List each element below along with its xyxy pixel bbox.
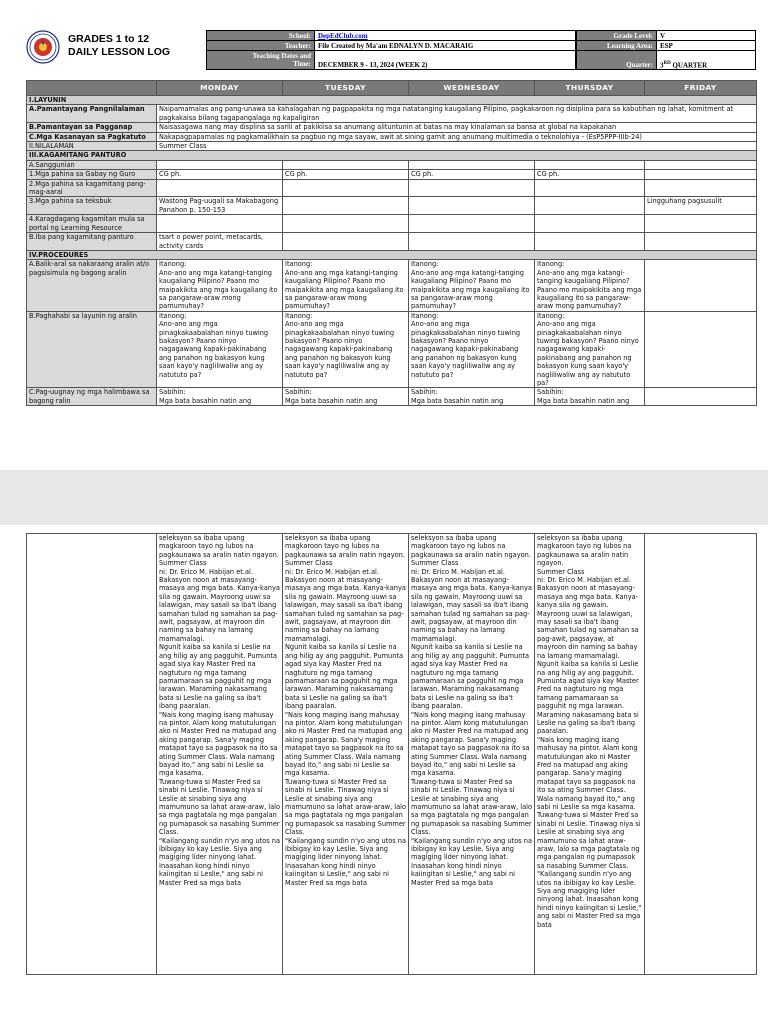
day-header-wednesday: WEDNESDAY: [409, 81, 535, 96]
row-balik-aral: [27, 260, 757, 311]
quarter-value: [657, 51, 756, 70]
cell-wednesday: Sabihin: Mga bata basahin natin ang: [409, 388, 535, 406]
day-header-row: [27, 81, 757, 96]
area-value: ESP: [657, 41, 756, 51]
row-label: C.Mga Kasanayan sa Pagkatuto: [27, 132, 157, 141]
dates-label: [207, 51, 315, 70]
cell-monday: Itanong: Ano-ano ang mga katangi-tanging kaugaliang Pilipino? Paano mo maipakikita ang mga kaugaliang ito sa pangaraw-araw mong pamumuhay?: [157, 260, 283, 311]
area-label: Learning Area:: [577, 41, 657, 51]
row-label: 4.Karagdagang kagamitan mula sa portal ng Learning Resource: [27, 215, 157, 233]
cell-monday: CG ph.: [157, 170, 283, 179]
document-title: [68, 33, 170, 59]
row-label: II.NILALAMAN: [27, 142, 157, 151]
row-pag-uugnay-continued: [27, 534, 757, 975]
row-kagamitang-pang: [27, 179, 757, 197]
document-page-1: [0, 0, 768, 470]
teacher-value: File Created by Ma'am EDNALYN D. MACARAIG: [315, 41, 576, 51]
cell-monday: Wastong Pag-uugali sa Makabagong Panahon p. 150-153: [157, 197, 283, 215]
cell-tuesday: Itanong: Ano-ano ang mga katangi-tanging kaugaliang Pilipino? Paano mo maipakikita ang mga kaugaliang ito sa pangaraw-araw mong pamumuhay?: [283, 260, 409, 311]
cell-wednesday: Itanong: Ano-ano ang mga katangi-tanging kaugaliang Pilipino? Paano mo maipakikita ang mga kaugaliang ito sa pangaraw-araw mong pamumuhay?: [409, 260, 535, 311]
row-label: C.Pag-uugnay ng mga halimbawa sa bagong ralin: [27, 388, 157, 406]
cell-wednesday: Itanong: Ano-ano ang mga pinagkakaabalahan ninyo tuwing bakasyon? Paano ninyo nagagawang kapaki-pakinabang ang panahon ng bakasyon kung saan kayo'y nagliliwaliw ang ay natututo pa?: [409, 311, 535, 388]
cell-monday: tsart o power point, metacards, activity cards: [157, 233, 283, 251]
row-label: B.Paghahabi sa layunin ng aralin: [27, 311, 157, 388]
document-page-2: [0, 525, 768, 1024]
row-label: [27, 534, 157, 975]
dates-label-line1: Teaching Dates and: [252, 52, 311, 60]
cell-thursday: Itanong: Ano-ano ang mga katangi-tanging kaugaliang Pilipino? Paano mo maipakikita ang mga kaugaliang ito sa pangaraw-araw mong pamumuhay?: [535, 260, 645, 311]
cell-tuesday: seleksyon sa ibaba upang magkaroon tayo ng lubos na pagkaunawa sa aralin natin ngayon. Summer Class ni: Dr. Erico M. Habijan et.al. Bakasyon noon at masayang-masaya ang mga bata. Kanya-kanya sila ng gawain. Mayroong uuwi sa lalawigan, may sasali sa iba't ibang samahan tulad ng samahan sa pag-awit, pagsayaw, at mayroon din naming sa bahay na lamang mamamalagi. Ngunit kaiba sa kanila si Leslie na ang hilig ay ang pagguhit. Pumunta agad siya kay Master Fred na nagtuturo ng mga tamang pamamaraan sa pagguhit ng mga larawan. Maraming nakasamang bata si Leslie na galing sa iba't ibang paaralan. "Nais kong maging isang mahusay na pintor. Alam kong matutulungan ako ni Master Fred na matupad ang aking pangarap. Sana'y maging matapat tayo sa pagpasok na ito sa ating Summer Class. Wala namang bayad ito," ang sabi ni Leslie sa mga kasama. Tuwang-tuwa si Master Fred sa sinabi ni Leslie. Tinawag niya si Leslie at sinabing siya ang mamumuno sa lahat araw-araw, lalo sa mga pagtatala ng mga pangalan ng pumapasok sa nasabing Summer Class. "Kailangang sundin n'yo ang utos na ibibigay ko kay Leslie. Siya ang magiging lider ninyong lahat. Inaasahan kong hindi ninyo kaiingitan si Leslie," ang sabi ni Master Fred sa mga bata: [283, 534, 409, 975]
row-label: B.Pamantayan sa Pagganap: [27, 123, 157, 132]
dates-label-line2: Time:: [293, 60, 311, 68]
day-header-thursday: THURSDAY: [535, 81, 645, 96]
row-label: A.Pamantayang Pangnilalaman: [27, 105, 157, 123]
row-iba-pang: [27, 233, 757, 251]
cell-thursday: seleksyon sa ibaba upang magkaroon tayo ng lubos na pagkaunawa sa aralin natin ngayon. Summer Class ni: Dr. Erico M. Habijan et.al. Bakasyon noon at masayang-masaya ang mga bata. Kanya-kanya sila ng gawain. Mayroong uuwi sa lalawigan, may sasali sa iba't ibang samahan tulad ng samahan sa pag-awit, pagsayaw, at mayroon din naming sa bahay na lamang mamamalagi. Ngunit kaiba sa kanila si Leslie na ang hilig ay ang pagguhit. Pumunta agad siya kay Master Fred na nagtuturo ng mga tamang pamamaraan sa pagguhit ng mga larawan. Maraming nakasamang bata si Leslie na galing sa iba't ibang paaralan. "Nais kong maging isang mahusay na pintor. Alam kong matutulungan ako ni Master Fred na matupad ang aking pangarap. Sana'y maging matapat tayo sa pagpasok na ito sa ating Summer Class. Wala namang bayad ito," ang sabi ni Leslie sa mga kasama. Tuwang-tuwa si Master Fred sa sinabi ni Leslie. Tinawag niya si Leslie at sinabing siya ang mamumuno sa lahat araw-araw, lalo sa mga pagtatala ng mga pangalan ng pumapasok sa nasabing Summer Class. "Kailangang sundin n'yo ang utos na ibibigay ko kay Leslie. Siya ang magiging lider ninyong lahat. Inaasahan kong hindi ninyo kaiingitan si Leslie," ang sabi ni Master Fred sa mga bata: [535, 534, 645, 975]
cell-tuesday: Itanong: Ano-ano ang mga pinagkakaabalahan ninyo tuwing bakasyon? Paano ninyo nagagawang kapaki-pakinabang ang panahon ng bakasyon kung saan kayo'y nagliliwaliw ang ay natututo pa?: [283, 311, 409, 388]
cell-monday: Sabihin: Mga bata basahin natin ang: [157, 388, 283, 406]
class-info-table: [576, 30, 756, 70]
grade-label: Grade Level:: [577, 31, 657, 41]
day-header-tuesday: TUESDAY: [283, 81, 409, 96]
row-label: 1.Mga pahina sa Gabay ng Guro: [27, 170, 157, 179]
row-gabay: [27, 170, 757, 179]
lesson-log-header: [26, 30, 756, 72]
row-content: Nakapagpapamalas ng pagkamalikhain sa pagbuo ng mga sayaw, awit at sining gamit ang anumang multimedia o teknolohiya - (EsP5PPP-IIIb-24): [157, 132, 757, 141]
cell-thursday: CG ph.: [535, 170, 645, 179]
cell-monday: seleksyon sa ibaba upang magkaroon tayo ng lubos na pagkaunawa sa aralin natin ngayon. Summer Class ni: Dr. Erico M. Habijan et.al. Bakasyon noon at masayang-masaya ang mga bata. Kanya-kanya sila ng gawain. Mayroong uuwi sa lalawigan, may sasali sa iba't ibang samahan tulad ng samahan sa pag-awit, pagsayaw, at mayroon din naming sa bahay na lamang mamamalagi. Ngunit kaiba sa kanila si Leslie na ang hilig ay ang pagguhit. Pumunta agad siya kay Master Fred na nagtuturo ng mga tamang pamamaraan sa pagguhit ng mga larawan. Maraming nakasamang bata si Leslie na galing sa iba't ibang paaralan. "Nais kong maging isang mahusay na pintor. Alam kong matutulungan ako ni Master Fred na matupad ang aking pangarap. Sana'y maging matapat tayo sa pagpasok na ito sa ating Summer Class. Wala namang bayad ito," ang sabi ni Leslie sa mga kasama. Tuwang-tuwa si Master Fred sa sinabi ni Leslie. Tinawag niya si Leslie at sinabing siya ang mamumuno sa lahat araw-araw, lalo sa mga pagtatala ng mga pangalan ng pumapasok sa nasabing Summer Class. "Kailangang sundin n'yo ang utos na ibibigay ko kay Leslie. Siya ang magiging lider ninyong lahat. Inaasahan kong hindi ninyo kaiingitan si Leslie," ang sabi ni Master Fred sa mga bata: [157, 534, 283, 975]
cell-friday: [645, 170, 757, 179]
section-heading: IV.PROCEDURES: [27, 250, 757, 259]
quarter-label: Quarter:: [577, 51, 657, 70]
row-content: Naisasagawa nang may displina sa sarili at pakikiisa sa anumang alituntunin at batas na may kinalaman sa bansa at global na kapakanan: [157, 123, 757, 132]
cell-thursday: Itanong: Ano-ano ang mga pinagkakaabalahan ninyo tuwing bakasyon? Paano ninyo nagagawang kapaki-pakinabang ang panahon ng bakasyon kung saan kayo'y nagliliwaliw ang ay natututo pa?: [535, 311, 645, 388]
cell-wednesday: CG ph.: [409, 170, 535, 179]
cell-friday: Lingguhang pagsusulit: [645, 197, 757, 215]
quarter-number: 3: [660, 61, 664, 69]
grade-value: V: [657, 31, 756, 41]
cell-wednesday: seleksyon sa ibaba upang magkaroon tayo ng lubos na pagkaunawa sa aralin natin ngayon. Summer Class ni: Dr. Erico M. Habijan et.al. Bakasyon noon at masayang-masaya ang mga bata. Kanya-kanya sila ng gawain. Mayroong uuwi sa lalawigan, may sasali sa iba't ibang samahan tulad ng samahan sa pag-awit, pagsayaw, at mayroon din naming sa bahay na lamang mamamalagi. Ngunit kaiba sa kanila si Leslie na ang hilig ay ang pagguhit. Pumunta agad siya kay Master Fred na nagtuturo ng mga tamang pamamaraan sa pagguhit ng mga larawan. Maraming nakasamang bata si Leslie na galing sa iba't ibang paaralan. "Nais kong maging isang mahusay na pintor. Alam kong matutulungan ako ni Master Fred na matupad ang aking pangarap. Sana'y maging matapat tayo sa pagpasok na ito sa ating Summer Class. Wala namang bayad ito," ang sabi ni Leslie sa mga kasama. Tuwang-tuwa si Master Fred sa sinabi ni Leslie. Tinawag niya si Leslie at sinabing siya ang mamumuno sa lahat araw-araw, lalo sa mga pagtatala ng mga pangalan ng pumapasok sa nasabing Summer Class. "Kailangang sundin n'yo ang utos na ibibigay ko kay Leslie. Siya ang magiging lider ninyong lahat. Inaasahan kong hindi ninyo kaiingitan si Leslie," ang sabi ni Master Fred sa mga bata: [409, 534, 535, 975]
teacher-label: Teacher:: [207, 41, 315, 51]
lesson-plan-table-continued: [26, 533, 757, 975]
row-nilalaman: [27, 142, 757, 151]
cell-tuesday: Sabihin: Mga bata basahin natin ang: [283, 388, 409, 406]
row-teksbuk: [27, 197, 757, 215]
quarter-suffix: RD: [663, 60, 671, 66]
section-procedures: [27, 250, 757, 259]
cell-thursday: Sabihin: Mga bata basahin natin ang: [535, 388, 645, 406]
row-pangnilalaman: [27, 105, 757, 123]
section-heading: III.KAGAMITANG PANTURO: [27, 151, 757, 160]
title-line-2: DAILY LESSON LOG: [68, 46, 171, 58]
row-paghahabi: [27, 311, 757, 388]
row-sanggunian: [27, 160, 757, 169]
deped-seal-icon: [26, 30, 60, 64]
row-content: Naipamamalas ang pang-unawa sa kahalagahan ng pagpapakita ng mga natatanging kaugaliang Pilipino, pagkakaroon ng disiplina para sa kabutihan ng lahat, komitment at pagkakaisa bilang tagapangalaga ng kapaligiran: [157, 105, 757, 123]
row-pag-uugnay: [27, 388, 757, 406]
row-label: A.Sanggunian: [27, 160, 157, 169]
row-label: 3.Mga pahina sa teksbuk: [27, 197, 157, 215]
section-heading: I.LAYUNIN: [27, 96, 757, 105]
corner-header: [27, 81, 157, 96]
school-link[interactable]: DepEdClub.com: [318, 31, 368, 40]
section-layunin: [27, 96, 757, 105]
row-learning-resource: [27, 215, 757, 233]
section-kagamitang: [27, 151, 757, 160]
day-header-monday: MONDAY: [157, 81, 283, 96]
row-pagkatuto: [27, 132, 757, 141]
cell-friday: [645, 534, 757, 975]
cell-tuesday: CG ph.: [283, 170, 409, 179]
dates-value: DECEMBER 9 - 13, 2024 (WEEK 2): [315, 51, 576, 70]
school-label: School:: [207, 31, 315, 41]
day-header-friday: FRIDAY: [645, 81, 757, 96]
cell-monday: Itanong: Ano-ano ang mga pinagkakaabalahan ninyo tuwing bakasyon? Paano ninyo nagagawang kapaki-pakinabang ang panahon ng bakasyon kung saan kayo'y nagliliwaliw ang ay natututo pa?: [157, 311, 283, 388]
quarter-word: QUARTER: [670, 61, 708, 69]
lesson-plan-table: [26, 80, 757, 406]
row-label: B.Iba pang kagamitang panturo: [27, 233, 157, 251]
school-info-table: [206, 30, 576, 70]
row-content: Summer Class: [157, 142, 757, 151]
row-label: A.Balik-aral sa nakaraang aralin at/o pagsisimula ng bagong aralin: [27, 260, 157, 311]
row-label: 2.Mga pahina sa kagamitang pang-mag-aaral: [27, 179, 157, 197]
row-pagganap: [27, 123, 757, 132]
title-line-1: GRADES 1 to 12: [68, 33, 150, 45]
